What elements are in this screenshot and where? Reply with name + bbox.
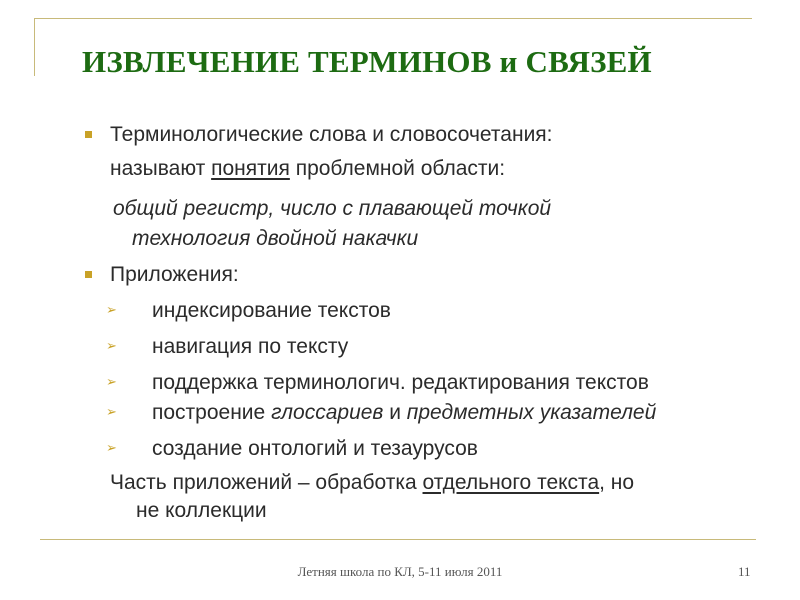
slide-title: ИЗВЛЕЧЕНИЕ ТЕРМИНОВ и СВЯЗЕЙ	[82, 44, 652, 79]
list-item	[152, 400, 656, 426]
italic-term-indexes: предметных указателей	[406, 401, 657, 424]
closing-suffix: , но	[599, 471, 635, 494]
item-prefix: построение	[152, 401, 272, 424]
bullet1-line2-suffix: проблемной области:	[289, 157, 506, 180]
square-bullet-icon	[85, 131, 92, 138]
closing-line2: не коллекции	[136, 499, 267, 522]
list-item: навигация по тексту	[152, 335, 349, 358]
list-item: поддержка терминологич. редактирования текстов	[152, 371, 649, 394]
arrow-bullet-icon: ➢	[106, 339, 117, 354]
item-middle: и	[383, 401, 407, 424]
bullet1-line2	[110, 156, 505, 182]
closing-prefix: Часть приложений – обработка	[110, 471, 423, 494]
bullet1-line2-prefix: называют	[110, 157, 212, 180]
list-item: индексирование текстов	[152, 299, 391, 322]
arrow-bullet-icon: ➢	[106, 441, 117, 456]
underlined-term-single-text: отдельного текста	[422, 471, 600, 494]
list-item: создание онтологий и тезаурусов	[152, 437, 478, 460]
square-bullet-icon	[85, 271, 92, 278]
bullet2-label: Приложения:	[110, 263, 239, 286]
footer-rule	[40, 539, 756, 540]
underlined-term-ponyatiya: понятия	[211, 157, 290, 180]
italic-term-glossaries: глоссариев	[271, 401, 384, 424]
examples-line2: технология двойной накачки	[132, 227, 419, 250]
arrow-bullet-icon: ➢	[106, 405, 117, 420]
arrow-bullet-icon: ➢	[106, 375, 117, 390]
examples-line1: общий регистр, число с плавающей точкой	[113, 197, 552, 220]
closing-line1	[110, 470, 634, 496]
bullet1-line1: Терминологические слова и словосочетания:	[110, 123, 553, 146]
page-number: 11	[738, 564, 751, 579]
footer-caption: Летняя школа по КЛ, 5-11 июля 2011	[297, 564, 503, 579]
arrow-bullet-icon: ➢	[106, 303, 117, 318]
